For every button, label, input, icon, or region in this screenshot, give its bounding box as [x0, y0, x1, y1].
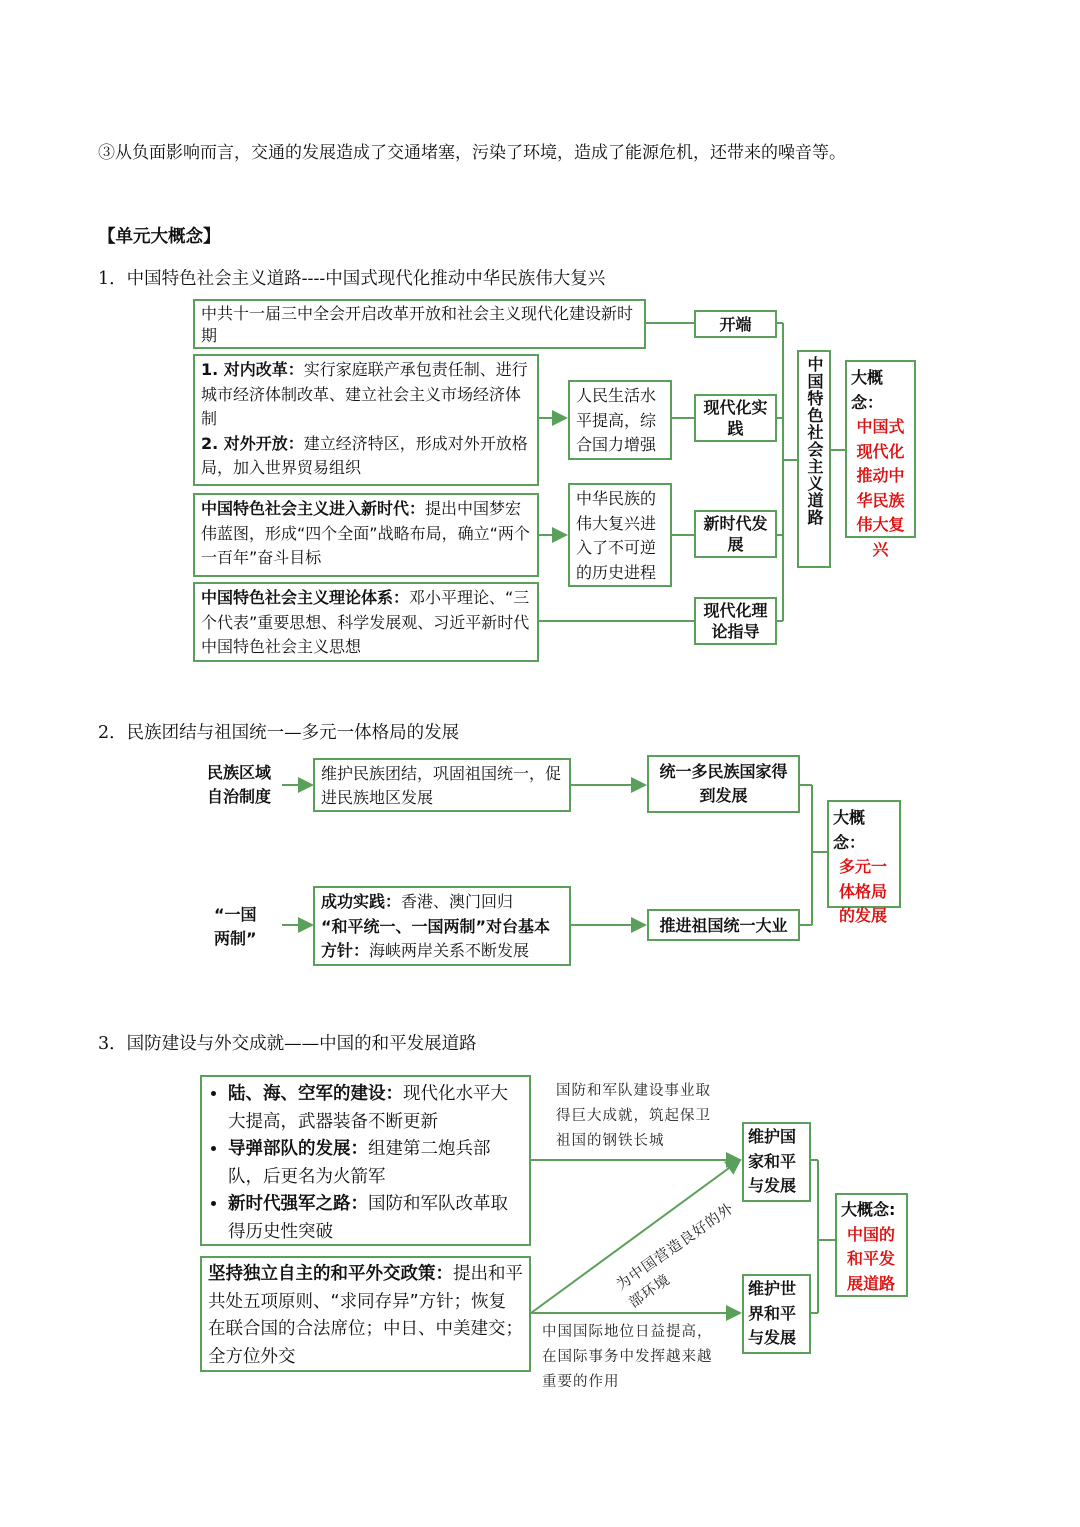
defense-item-label: 陆、海、空军的建设：	[228, 1084, 403, 1104]
box-defense	[200, 1075, 531, 1246]
open-label: 2. 对外开放：	[201, 433, 304, 453]
concept2-title: 大概念：	[833, 808, 866, 852]
defense-item-text: 国防和军队改革取得历史性突破	[228, 1194, 508, 1242]
box-socialist-road	[797, 350, 831, 568]
label-theory	[694, 597, 777, 645]
one-country-two-systems-label: “一国两制”	[214, 905, 257, 948]
defense-item-label: 新时代强军之路：	[228, 1194, 368, 1214]
diplomacy-label: 坚持独立自主的和平外交政策：	[208, 1264, 453, 1284]
socialist-road-text: 中国特色社会主义道路	[805, 356, 824, 526]
defense-item-army	[228, 1081, 525, 1136]
unified-nation-text: 统一多民族国家得到发展	[659, 762, 788, 805]
concept3-text: 中国的和平发展道路	[847, 1224, 896, 1293]
box-theory-system	[193, 582, 539, 662]
practice-label: 成功实践：	[321, 892, 402, 911]
defense-item-label: 导弹部队的发展：	[228, 1139, 368, 1159]
box-ethnic-unity	[313, 758, 571, 812]
label-practice	[694, 394, 777, 442]
note-international-status: 中国国际地位日益提高，在国际事务中发挥越来越重要的作用	[542, 1324, 713, 1390]
practice-text: 香港、澳门回归	[401, 892, 514, 911]
box-living-standard	[568, 380, 672, 460]
box-rejuvenation	[568, 483, 672, 587]
box-concept-1	[845, 360, 916, 559]
concept1-text: 中国式现代化推动中华民族伟大复兴	[856, 417, 905, 559]
concept3-title: 大概念:	[841, 1200, 896, 1219]
living-standard-text: 人民生活水平提高，综合国力增强	[576, 386, 657, 454]
label-new-era	[694, 510, 777, 558]
defense-item-text: 现代化水平大大提高，武器装备不断更新	[228, 1084, 508, 1132]
defense-item-missile	[228, 1136, 525, 1191]
defense-item-text: 组建第二炮兵部队，后更名为火箭军	[228, 1139, 491, 1187]
regional-autonomy-label: 民族区域自治制度	[207, 763, 272, 806]
diplomacy-text: 提出和平共处五项原则、“求同存异”方针；恢复在联合国的合法席位；中日、中美建交；全方位外交	[208, 1264, 523, 1367]
unit-title: 【单元大概念】	[98, 227, 221, 247]
rejuvenation-text: 中华民族的伟大复兴进入了不可逆的历史进程	[576, 489, 657, 582]
theory-text: 邓小平理论、“三个代表”重要思想、科学发展观、习近平新时代中国特色社会主义思想	[201, 588, 530, 656]
theory-label: 中国特色社会主义理论体系：	[201, 588, 410, 607]
label-start-text: 开端	[719, 314, 752, 334]
peace-text: 海峡两岸关系不断发展	[369, 941, 530, 960]
label-theory-text: 现代化理论指导	[703, 601, 768, 641]
box-concept-2	[827, 800, 901, 925]
box-new-era	[193, 493, 539, 577]
new-era-text: 提出中国梦宏伟蓝图，形成“四个全面”战略布局，确立“两个一百年”奋斗目标	[201, 499, 530, 567]
third-plenum-text: 中共十一届三中全会开启改革开放和社会主义现代化建设新时期	[201, 304, 634, 345]
box-world-peace	[742, 1274, 811, 1354]
note-defense-achievement: 国防和军队建设事业取得巨大成就，筑起保卫祖国的钢铁长城	[556, 1083, 711, 1149]
reform-text: 实行家庭联产承包责任制、进行城市经济体制改革、建立社会主义市场经济体制	[201, 360, 528, 428]
reunification-text: 推进祖国统一大业	[659, 915, 788, 935]
new-era-label: 中国特色社会主义进入新时代：	[201, 499, 426, 518]
box-reunification	[647, 909, 800, 941]
box-third-plenum	[193, 299, 646, 349]
intro-line: ③从负面影响而言，交通的发展造成了交通堵塞，污染了环境，造成了能源危机，还带来的噪音等。	[98, 143, 846, 163]
label-start	[694, 310, 777, 338]
open-text: 建立经济特区，形成对外开放格局，加入世界贸易组织	[201, 433, 528, 477]
section1-heading: 1．中国特色社会主义道路----中国式现代化推动中华民族伟大复兴	[98, 269, 606, 289]
box-reform-opening	[193, 354, 539, 486]
defense-list	[206, 1081, 525, 1246]
concept2-text: 多元一体格局的发展	[839, 857, 888, 925]
concept1-title: 大概念：	[851, 368, 884, 412]
ethnic-unity-text: 维护民族团结，巩固祖国统一，促进民族地区发展	[321, 764, 562, 807]
box-unified-nation	[647, 755, 800, 813]
peace-label: “和平统一、一国两制”对台基本方针：	[321, 916, 551, 960]
country-peace-text: 维护国家和平与发展	[748, 1127, 797, 1196]
defense-item-new-era	[228, 1191, 525, 1246]
box-diplomacy	[200, 1256, 531, 1372]
label-new-era-text: 新时代发展	[703, 514, 768, 554]
section3-heading: 3．国防建设与外交成就——中国的和平发展道路	[98, 1034, 477, 1054]
label-practice-text: 现代化实践	[703, 398, 768, 438]
box-country-peace	[742, 1122, 811, 1202]
box-successful-practice	[313, 886, 571, 966]
section2-heading: 2．民族团结与祖国统一—多元一体格局的发展	[98, 723, 460, 743]
world-peace-text: 维护世界和平与发展	[748, 1279, 797, 1348]
box-concept-3	[835, 1193, 908, 1297]
reform-label: 1. 对内改革：	[201, 360, 304, 379]
note-external-environment: 为中国营造良好的外部环境	[613, 1200, 738, 1312]
